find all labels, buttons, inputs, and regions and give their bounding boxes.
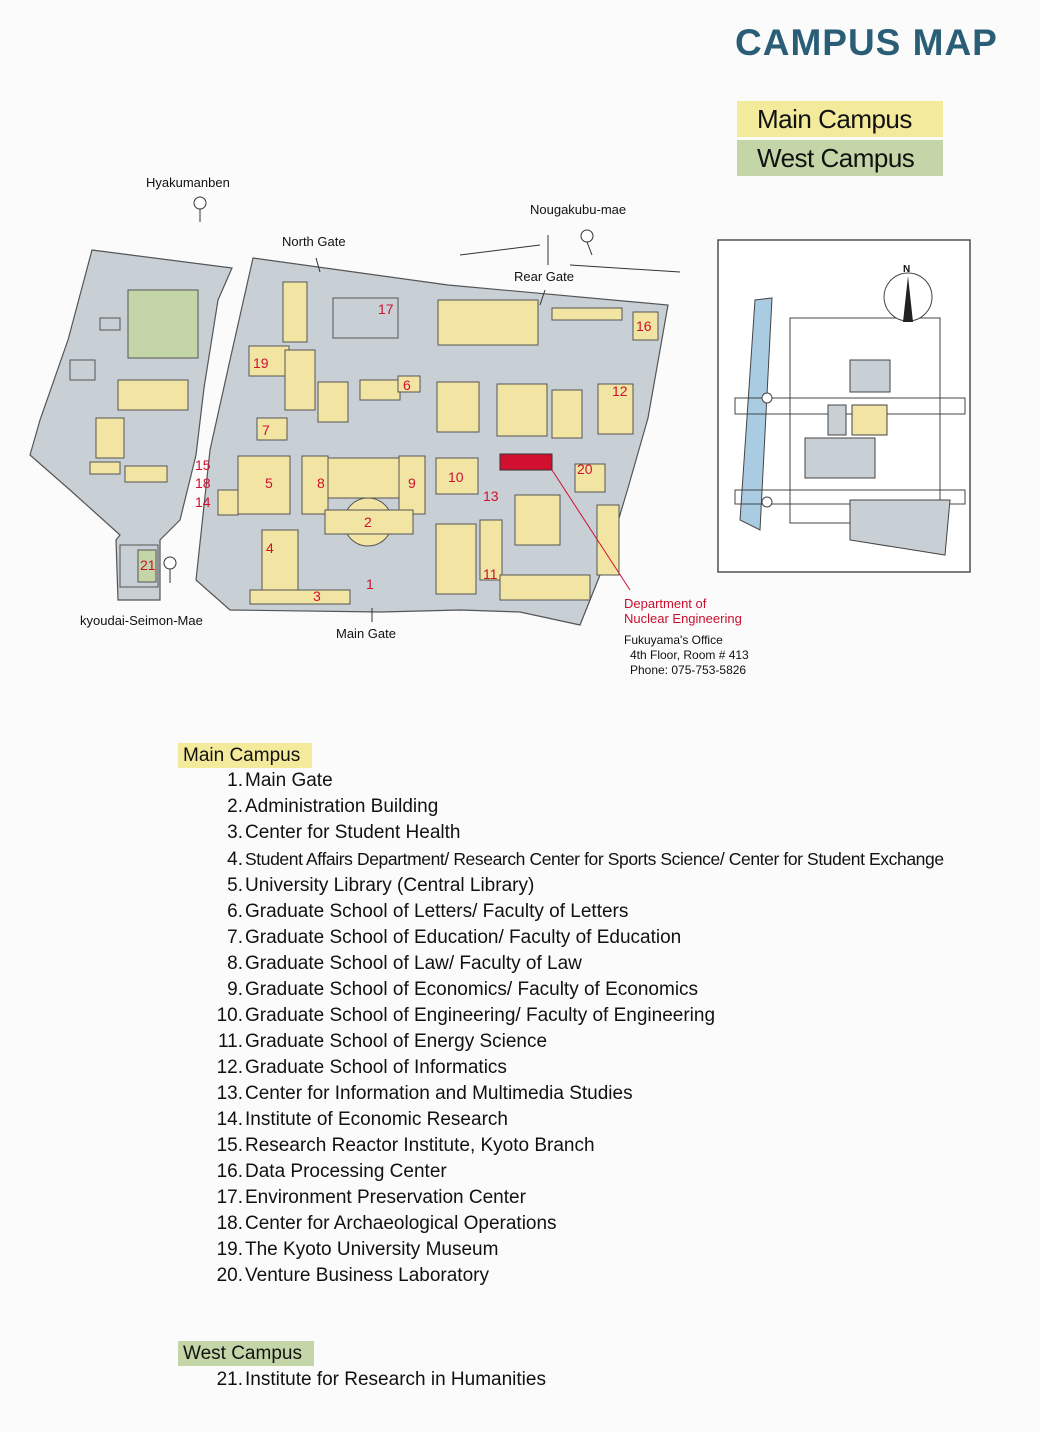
list-item-number: 1.: [227, 770, 243, 791]
list-item: [210, 1081, 944, 1107]
list-item-text: Center for Archaeological Operations: [245, 1213, 557, 1234]
map-number: 7: [262, 422, 270, 438]
list-item-number: 18.: [216, 1213, 243, 1234]
list-item-text: Data Processing Center: [245, 1161, 447, 1182]
list-item-number: 10.: [216, 1005, 243, 1026]
map-number: 15: [195, 457, 211, 473]
label-main-gate: Main Gate: [336, 626, 396, 641]
label-rear-gate: Rear Gate: [514, 269, 574, 284]
label-nougakubu-mae: Nougakubu-mae: [530, 202, 627, 217]
list-item-text: University Library (Central Library): [245, 875, 535, 896]
map-number: 16: [636, 318, 652, 334]
list-item-number: 20.: [216, 1265, 243, 1286]
list-item-text: Venture Business Laboratory: [245, 1265, 489, 1286]
list-item-number: 2.: [227, 796, 243, 817]
office-line1: Fukuyama's Office: [624, 633, 723, 647]
list-item-number: 5.: [227, 875, 243, 896]
main-campus-ground: [196, 258, 668, 625]
department-line1: Department of: [624, 596, 707, 611]
list-item-text: Graduate School of Education/ Faculty of Education: [245, 927, 682, 948]
list-item: [210, 873, 944, 899]
list-item: [210, 951, 944, 977]
inset-map: [718, 240, 970, 572]
map-number: 18: [195, 475, 211, 491]
list-item: [210, 1263, 944, 1289]
list-item-text: Graduate School of Engineering/ Faculty of Engineering: [245, 1005, 716, 1026]
list-item: [210, 899, 944, 925]
map-number: 2: [364, 514, 372, 530]
list-item: [210, 1211, 944, 1237]
list-item-number: 14.: [216, 1109, 243, 1130]
list-item-number: 7.: [227, 927, 243, 948]
office-line2: 4th Floor, Room # 413: [630, 648, 749, 662]
map-number: 13: [483, 488, 499, 504]
map-number: 10: [448, 469, 464, 485]
list-item-text: Student Affairs Department/ Research Center for Sports Science/ Center for Student Exchange: [245, 849, 944, 869]
list-item-number: 3.: [227, 822, 243, 843]
list-item-text: Environment Preservation Center: [245, 1187, 526, 1208]
map-number: 14: [195, 494, 211, 510]
list-item: [210, 1107, 944, 1133]
list-item: [210, 1133, 944, 1159]
list-item: [210, 1003, 944, 1029]
office-line3: Phone: 075-753-5826: [630, 663, 747, 677]
list-item-text: Institute for Research in Humanities: [245, 1369, 546, 1390]
map-number: 4: [266, 540, 274, 556]
label-north: N: [903, 264, 911, 275]
legend-main-campus: Main Campus: [737, 101, 943, 137]
list-item-text: Graduate School of Energy Science: [245, 1031, 548, 1052]
west-campus-heading: West Campus: [178, 1341, 314, 1366]
list-item-number: 4.: [227, 849, 243, 870]
list-item-number: 6.: [227, 901, 243, 922]
list-item-text: Institute of Economic Research: [245, 1109, 508, 1130]
map-number: 8: [317, 475, 325, 491]
list-item: [210, 1159, 944, 1185]
list-item: [210, 977, 944, 1003]
west-campus-list: [210, 1367, 546, 1393]
list-item-text: Graduate School of Letters/ Faculty of Letters: [245, 901, 629, 922]
map-number: 21: [140, 557, 156, 573]
list-item: [210, 768, 944, 794]
main-campus-list: [210, 768, 944, 1289]
label-hyakumanben: Hyakumanben: [146, 175, 230, 190]
list-item-text: Graduate School of Law/ Faculty of Law: [245, 953, 582, 974]
map-number: 17: [378, 301, 394, 317]
list-item-text: Research Reactor Institute, Kyoto Branch: [245, 1135, 595, 1156]
list-item-text: Center for Information and Multimedia Studies: [245, 1083, 633, 1104]
page-title: CAMPUS MAP: [735, 22, 998, 63]
list-item: [210, 794, 944, 820]
list-item-text: Graduate School of Economics/ Faculty of Economics: [245, 979, 699, 1000]
list-item-number: 21.: [216, 1369, 243, 1390]
list-item-number: 19.: [216, 1239, 243, 1260]
list-item-text: Main Gate: [245, 770, 333, 791]
map-number: 19: [253, 355, 269, 371]
map-number: 5: [265, 475, 273, 491]
list-item-number: 16.: [216, 1161, 243, 1182]
map-number: 9: [408, 475, 416, 491]
map-number: 11: [483, 566, 498, 582]
map-number: 20: [577, 461, 593, 477]
list-item-number: 17.: [216, 1187, 243, 1208]
map-number: 12: [612, 383, 628, 399]
label-north-gate: North Gate: [282, 234, 346, 249]
main-campus-heading: Main Campus: [178, 743, 312, 768]
map-number: 3: [313, 588, 321, 604]
list-item-number: 13.: [216, 1083, 243, 1104]
list-item: [210, 1237, 944, 1263]
list-item: [210, 925, 944, 951]
list-item-text: Administration Building: [245, 796, 439, 817]
list-item: [210, 1185, 944, 1211]
list-item: [210, 1029, 944, 1055]
list-item: [210, 820, 944, 846]
list-item-number: 11.: [217, 1031, 243, 1052]
list-item-number: 15.: [216, 1135, 243, 1156]
list-item-number: 12.: [216, 1057, 243, 1078]
list-item: [210, 1367, 546, 1393]
list-item-text: Graduate School of Informatics: [245, 1057, 507, 1078]
list-item: [210, 1055, 944, 1081]
map-number: 6: [403, 377, 411, 393]
list-item-text: The Kyoto University Museum: [245, 1239, 499, 1260]
list-item-number: 8.: [227, 953, 243, 974]
list-item-text: Center for Student Health: [245, 822, 461, 843]
label-kyoudai-seimon-mae: kyoudai-Seimon-Mae: [80, 613, 203, 628]
list-item-number: 9.: [227, 979, 243, 1000]
list-item: [210, 846, 944, 873]
map-number: 1: [366, 576, 374, 592]
department-line2: Nuclear Engineering: [624, 611, 742, 626]
legend-west-campus: West Campus: [737, 140, 943, 176]
